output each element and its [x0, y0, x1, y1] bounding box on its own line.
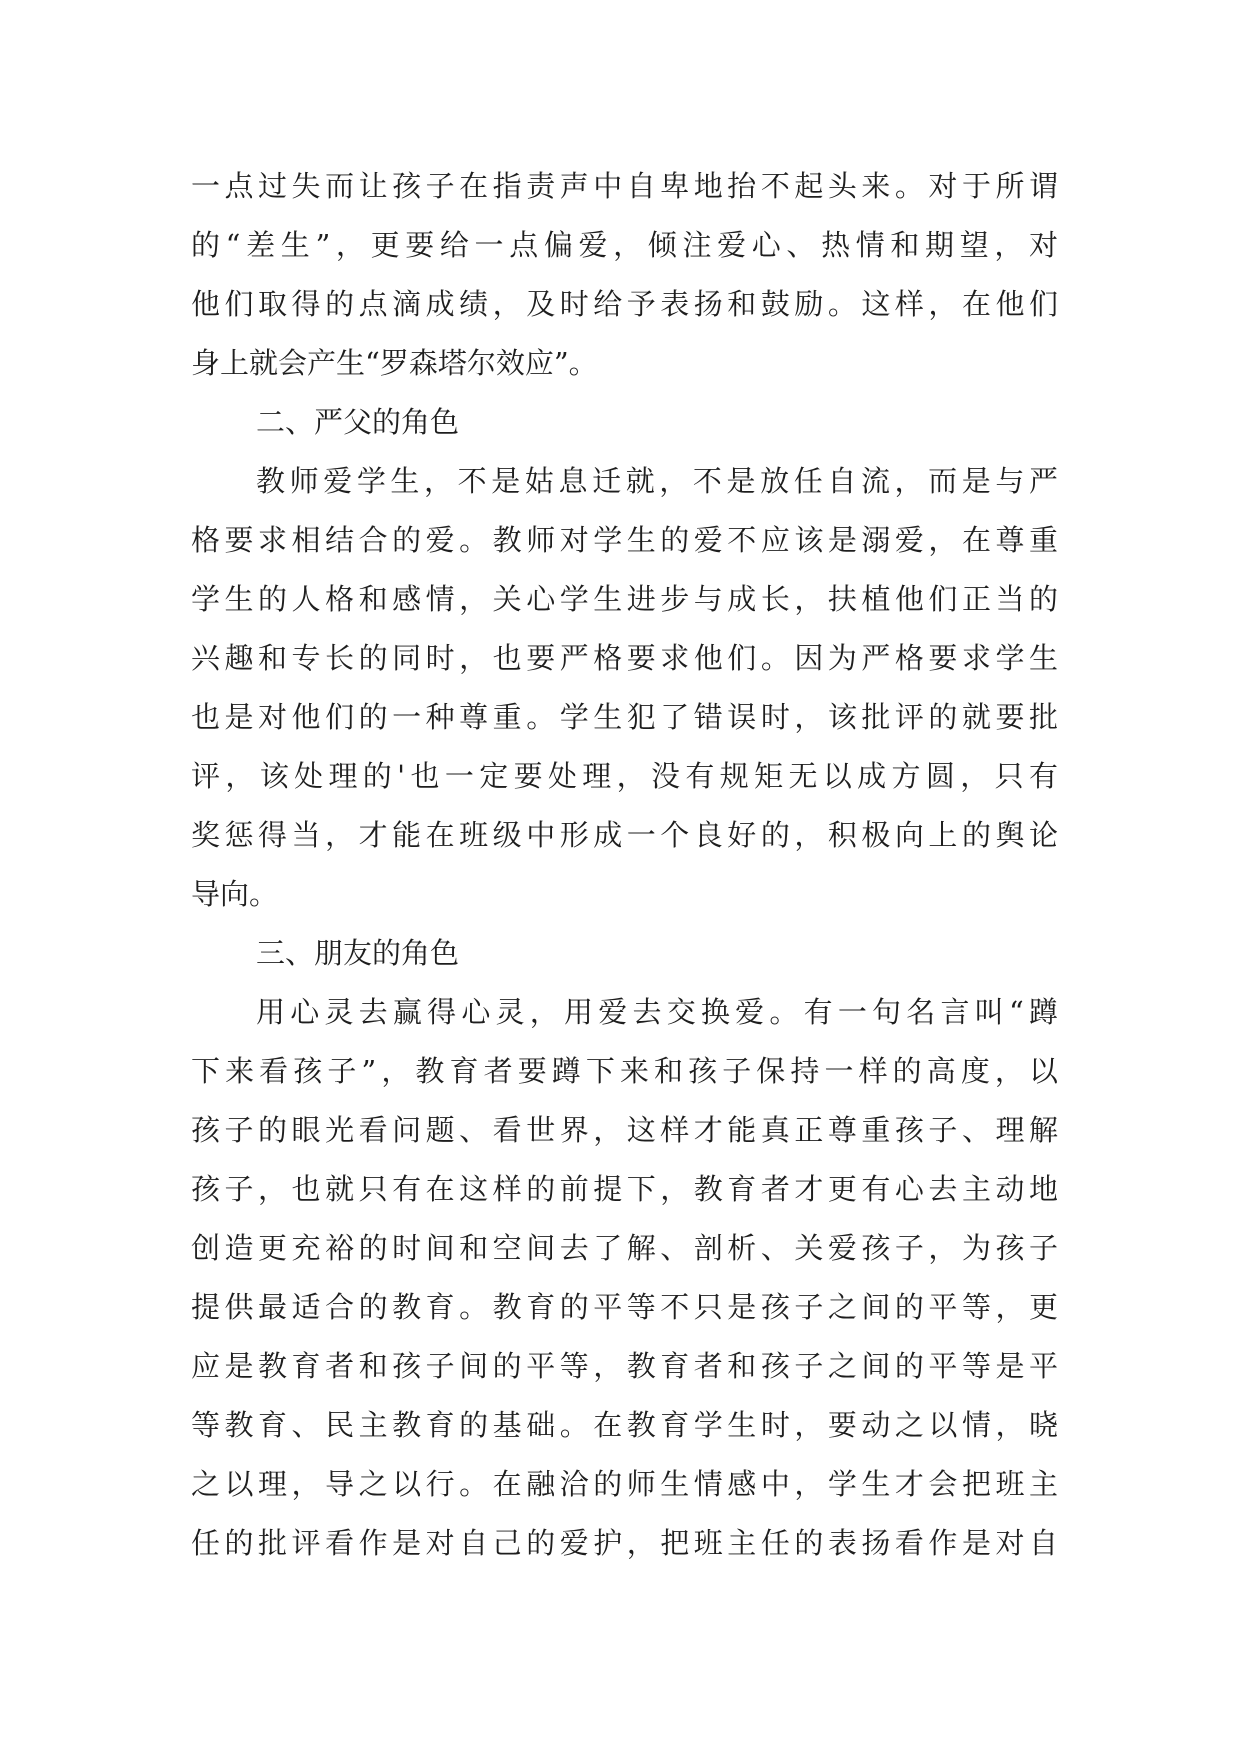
paragraph-line: 格要求相结合的爱。教师对学生的爱不应该是溺爱，在尊重 [191, 523, 1058, 557]
paragraph-line: 任的批评看作是对自己的爱护，把班主任的表扬看作是对自 [191, 1526, 1058, 1560]
section-heading: 二、严父的角色 [256, 405, 460, 439]
paragraph-line: 导向。 [191, 877, 279, 911]
paragraph-line: 孩子的眼光看问题、看世界，这样才能真正尊重孩子、理解 [191, 1113, 1058, 1147]
paragraph-line: 之以理，导之以行。在融洽的师生情感中，学生才会把班主 [191, 1467, 1058, 1501]
section-friend [191, 924, 1058, 1573]
paragraph-line: 应是教育者和孩子间的平等，教育者和孩子之间的平等是平 [191, 1349, 1058, 1383]
section-heading: 三、朋友的角色 [256, 936, 460, 970]
paragraph-line: 一点过失而让孩子在指责声中自卑地抬不起头来。对于所谓 [191, 169, 1058, 203]
paragraph-continuation [191, 157, 1058, 393]
paragraph-line: 身上就会产生“罗森塔尔效应”。 [191, 346, 598, 380]
paragraph-line: 也是对他们的一种尊重。学生犯了错误时，该批评的就要批 [191, 700, 1058, 734]
paragraph-line: 用心灵去赢得心灵，用爱去交换爱。有一句名言叫“蹲 [256, 995, 1058, 1029]
paragraph-line: 评，该处理的'也一定要处理，没有规矩无以成方圆，只有 [191, 759, 1058, 793]
paragraph-line: 的“差生”，更要给一点偏爱，倾注爱心、热情和期望，对 [191, 228, 1058, 262]
paragraph-line: 学生的人格和感情，关心学生进步与成长，扶植他们正当的 [191, 582, 1058, 616]
document-body [191, 157, 1058, 1573]
paragraph-line: 教师爱学生，不是姑息迁就，不是放任自流，而是与严 [256, 464, 1058, 498]
paragraph-line: 下来看孩子”，教育者要蹲下来和孩子保持一样的高度，以 [191, 1054, 1058, 1088]
paragraph [191, 452, 1058, 924]
paragraph-line: 孩子，也就只有在这样的前提下，教育者才更有心去主动地 [191, 1172, 1058, 1206]
paragraph-line: 等教育、民主教育的基础。在教育学生时，要动之以情，晓 [191, 1408, 1058, 1442]
paragraph-line: 创造更充裕的时间和空间去了解、剖析、关爱孩子，为孩子 [191, 1231, 1058, 1265]
paragraph-line: 奖惩得当，才能在班级中形成一个良好的，积极向上的舆论 [191, 818, 1058, 852]
section-strict-father [191, 393, 1058, 924]
paragraph-line: 提供最适合的教育。教育的平等不只是孩子之间的平等，更 [191, 1290, 1058, 1324]
paragraph-line: 他们取得的点滴成绩，及时给予表扬和鼓励。这样，在他们 [191, 287, 1058, 321]
paragraph-line: 兴趣和专长的同时，也要严格要求他们。因为严格要求学生 [191, 641, 1058, 675]
paragraph [191, 983, 1058, 1573]
